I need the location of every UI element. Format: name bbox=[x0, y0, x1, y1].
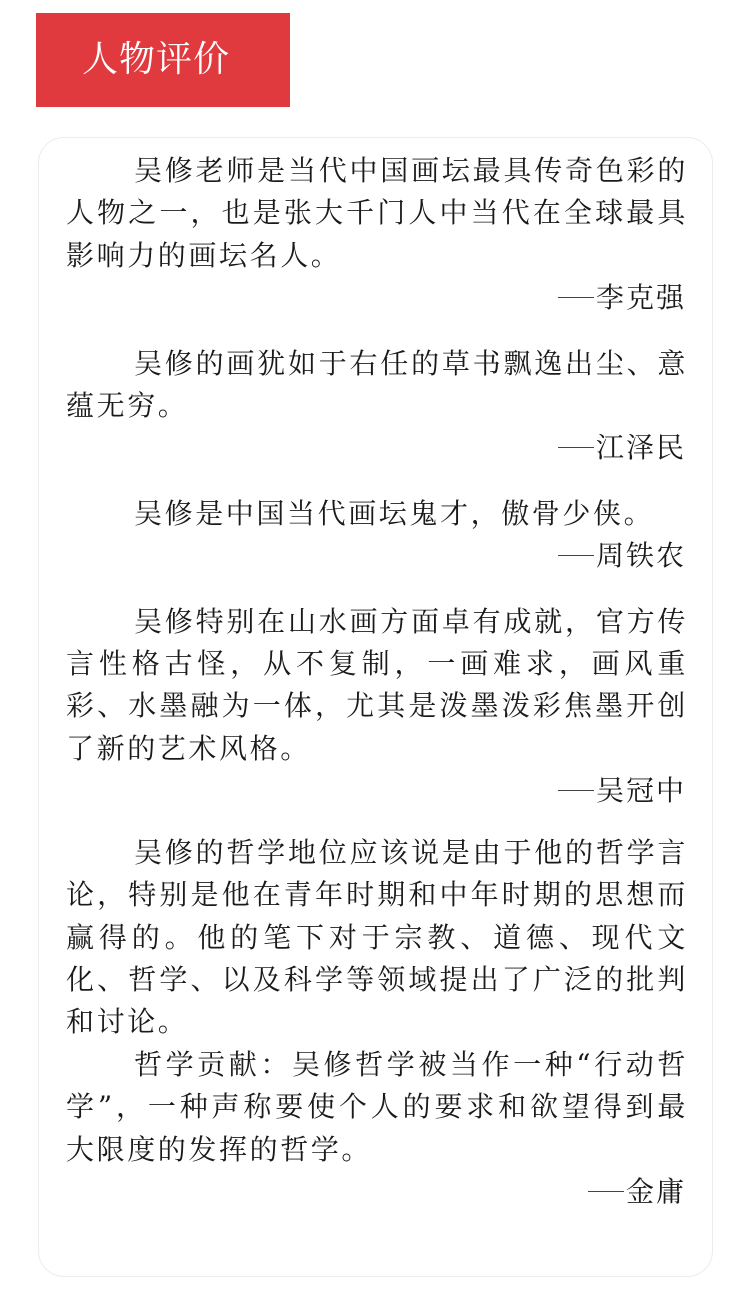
quote-item bbox=[66, 493, 688, 578]
quote-item bbox=[66, 601, 688, 813]
quote-text: 吴修的画犹如于右任的草书飘逸出尘、意蕴无穷。 bbox=[66, 346, 688, 423]
quote-author: 江泽民 bbox=[595, 431, 686, 465]
spacer bbox=[66, 578, 688, 601]
em-dash bbox=[558, 790, 594, 791]
quote-author: 金庸 bbox=[625, 1174, 686, 1208]
quote-attribution bbox=[66, 277, 688, 319]
spacer bbox=[66, 470, 688, 493]
quote-attribution bbox=[66, 770, 688, 812]
em-dash bbox=[588, 1191, 624, 1192]
quote-text: 吴修的哲学地位应该说是由于他的哲学言论，特别是他在青年时期和中年时期的思想而赢得的。他的笔下对于宗教、道德、现代文化、哲学、以及科学等领域提出了广泛的批判和讨论。 bbox=[66, 835, 688, 1039]
quote-attribution bbox=[66, 535, 688, 577]
quote-author: 李克强 bbox=[595, 281, 686, 315]
quote-text: 吴修是中国当代画坛鬼才，傲骨少侠。 bbox=[134, 496, 655, 530]
section-title-banner bbox=[36, 13, 290, 107]
quote-item bbox=[66, 832, 688, 1214]
quote-author: 周铁农 bbox=[595, 539, 686, 573]
spacer bbox=[66, 813, 688, 832]
em-dash bbox=[558, 555, 594, 556]
em-dash bbox=[558, 297, 594, 298]
quote-text: 吴修老师是当代中国画坛最具传奇色彩的人物之一，也是张大千门人中当代在全球最具影响力的画坛名人。 bbox=[66, 154, 688, 272]
spacer bbox=[66, 320, 688, 343]
quote-attribution bbox=[66, 1171, 688, 1213]
quote-item bbox=[66, 343, 688, 470]
quote-author: 吴冠中 bbox=[595, 774, 686, 808]
em-dash bbox=[558, 447, 594, 448]
quotes-list bbox=[66, 150, 688, 1213]
section-title: 人物评价 bbox=[82, 39, 231, 80]
quote-attribution bbox=[66, 427, 688, 469]
quote-text: 吴修特别在山水画方面卓有成就，官方传言性格古怪，从不复制，一画难求，画风重彩、水墨融为一体，尤其是泼墨泼彩焦墨开创了新的艺术风格。 bbox=[66, 604, 688, 765]
quote-item bbox=[66, 150, 688, 320]
quote-text-continued: 哲学贡献：吴修哲学被当作一种“行动哲学”，一种声称要使个人的要求和欲望得到最大限度的发挥的哲学。 bbox=[66, 1047, 688, 1166]
